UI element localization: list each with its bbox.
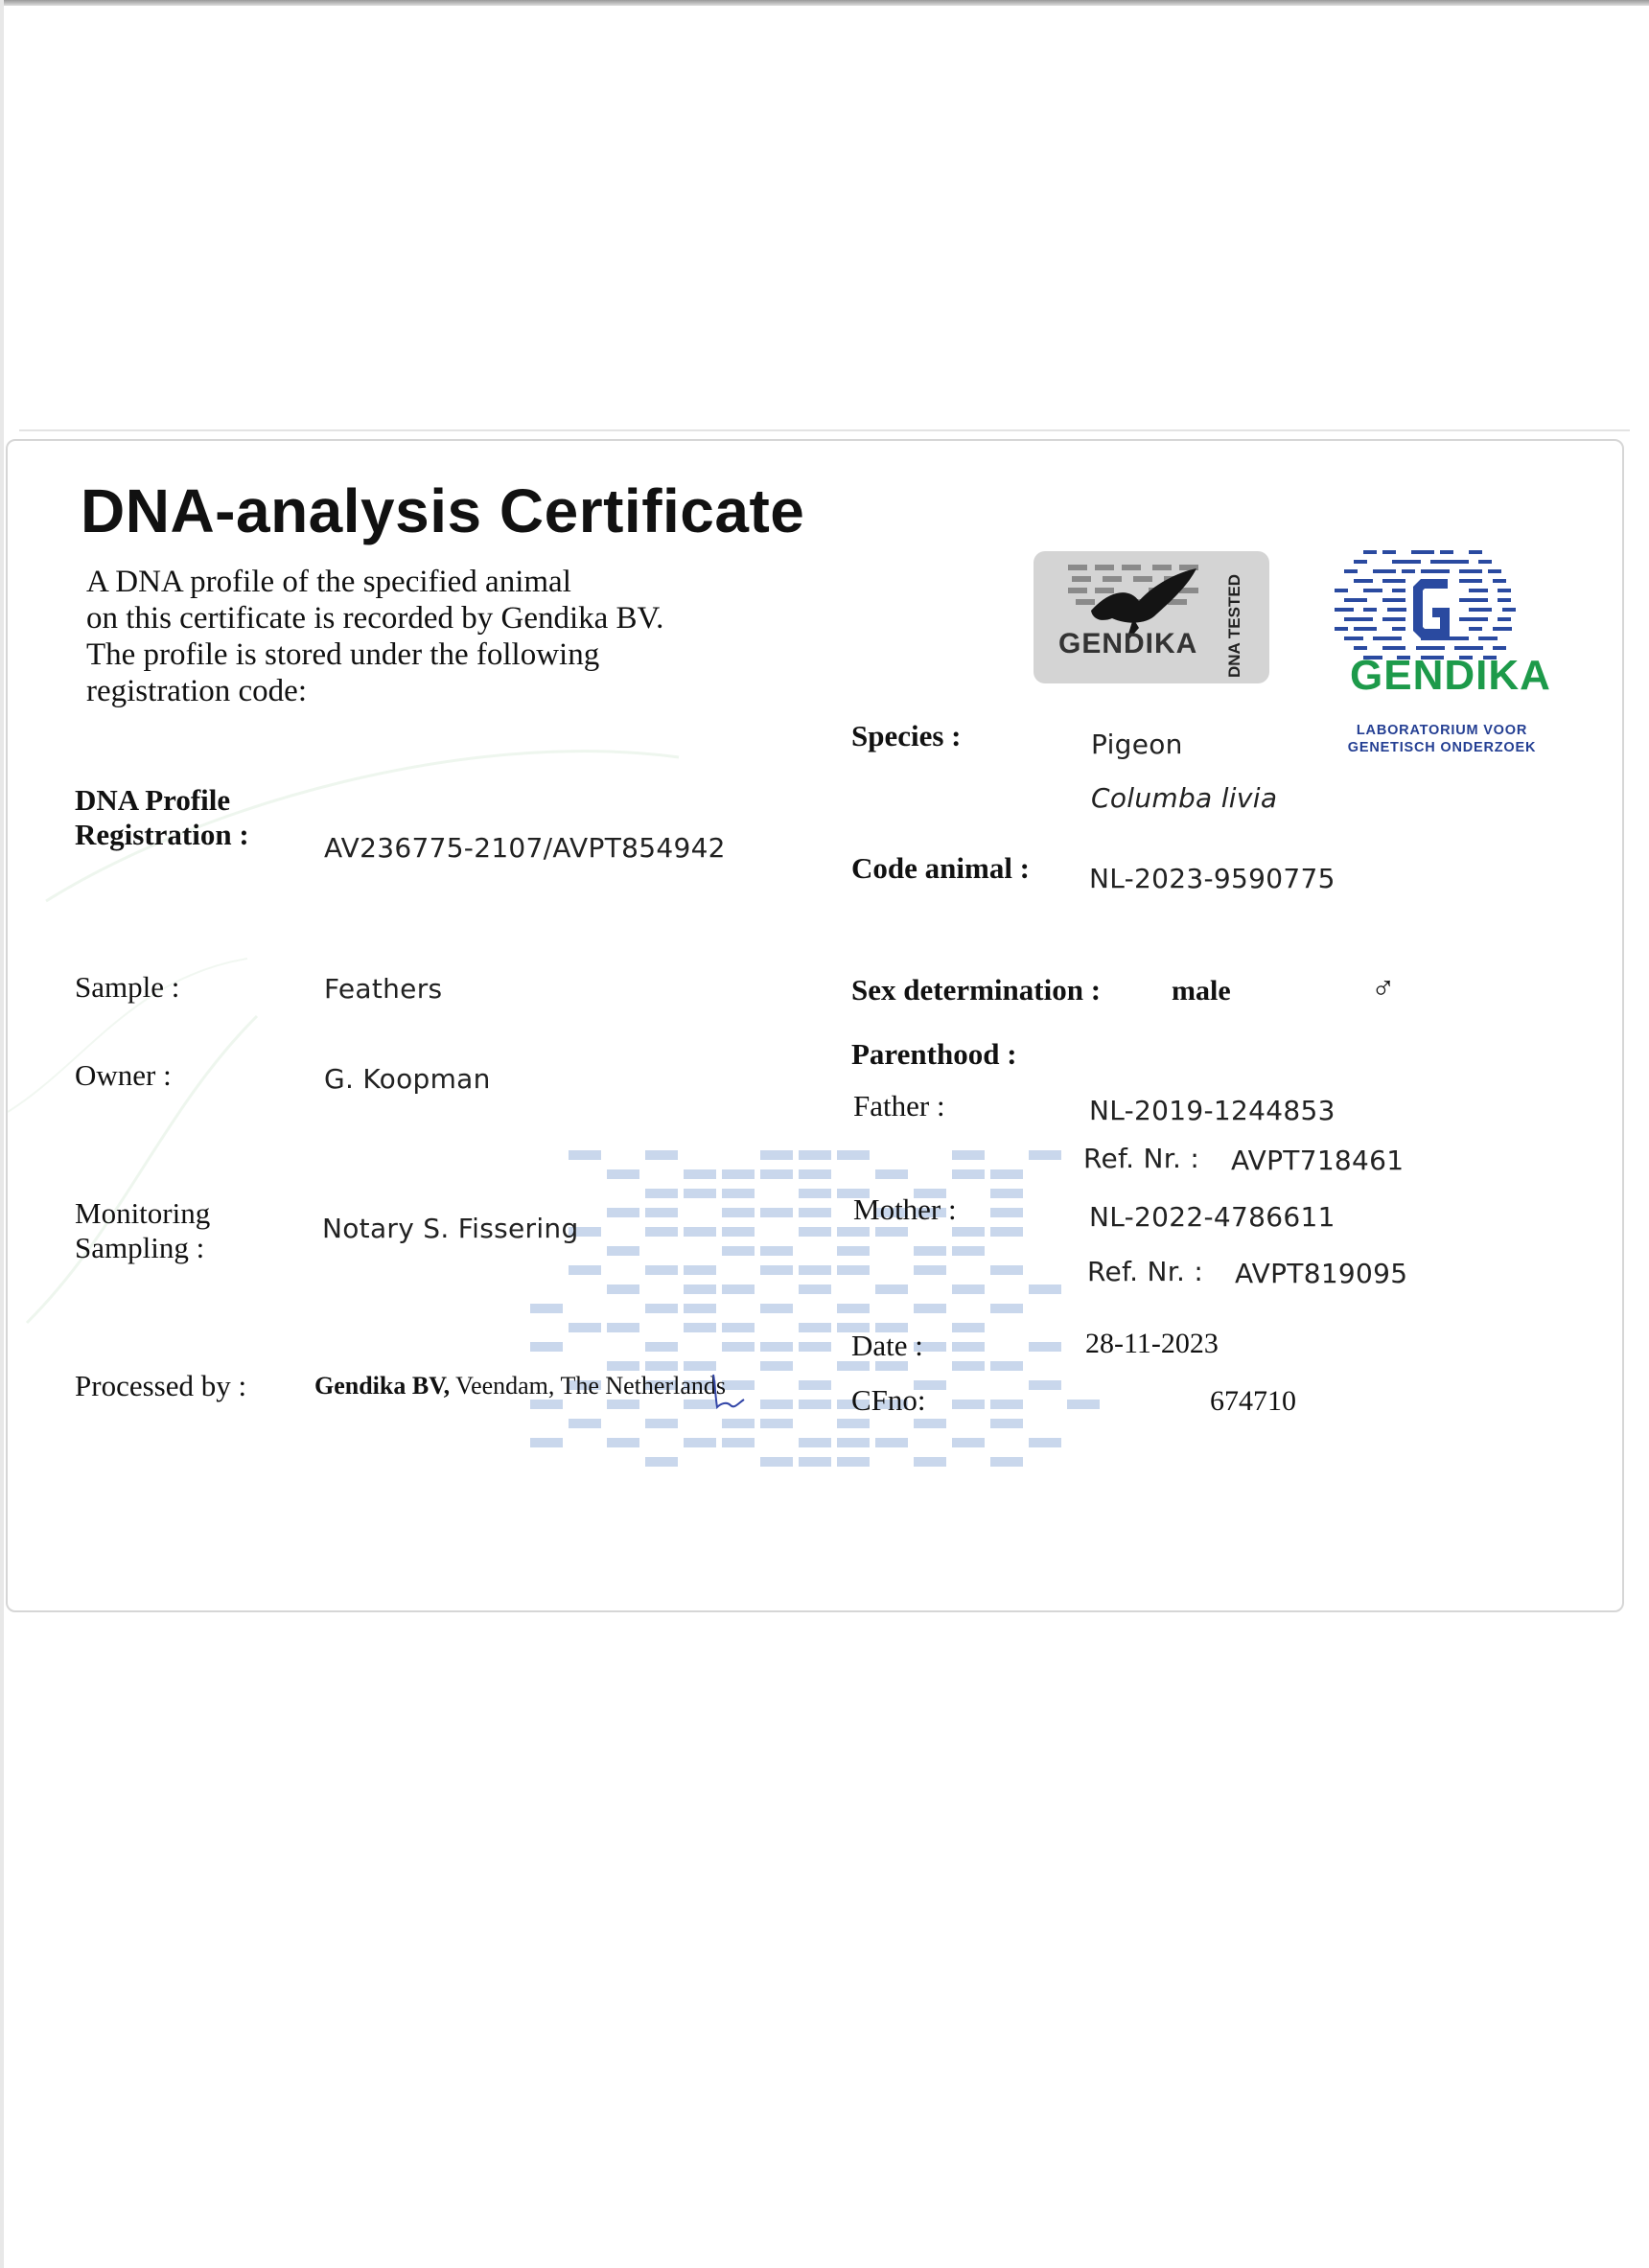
mother-value: NL-2022-4786611 xyxy=(1089,1201,1335,1233)
owner-value: G. Koopman xyxy=(324,1063,491,1095)
processed-company: Gendika BV, xyxy=(314,1372,451,1400)
gendika-logo-name: GENDIKA xyxy=(1350,652,1551,699)
monitoring-value: Notary S. Fissering xyxy=(322,1213,579,1244)
male-symbol: ♂ xyxy=(1371,971,1396,1007)
species-latin-value: Columba livia xyxy=(1091,782,1278,814)
intro-line: on this certificate is recorded by Gendika BV. xyxy=(86,601,664,636)
mother-ref-value: AVPT819095 xyxy=(1235,1258,1408,1289)
parenthood-label: Parenthood : xyxy=(851,1037,1017,1071)
gendika-logo-subtitle xyxy=(1346,722,1538,756)
cfno-label: CFno: xyxy=(851,1383,926,1417)
owner-label: Owner : xyxy=(75,1058,172,1092)
logo-subtitle-line: GENETISCH ONDERZOEK xyxy=(1347,740,1537,755)
species-common-value: Pigeon xyxy=(1091,729,1183,760)
processed-location: Veendam, The Netherlands xyxy=(455,1372,726,1400)
sex-determination-label: Sex determination : xyxy=(851,973,1102,1007)
sex-value: male xyxy=(1172,975,1231,1007)
dna-profile-value: AV236775-2107/AVPT854942 xyxy=(324,832,726,864)
intro-line: The profile is stored under the following xyxy=(86,637,600,672)
sample-label: Sample : xyxy=(75,970,180,1004)
intro-line: registration code: xyxy=(86,674,308,708)
stamp-brand: GENDIKA xyxy=(1058,628,1198,660)
processed-value xyxy=(314,1372,726,1400)
dna-profile-label xyxy=(75,783,249,852)
code-animal-label: Code animal : xyxy=(851,851,1030,885)
father-ref-value: AVPT718461 xyxy=(1231,1145,1405,1176)
stamp-side-text: DNA TESTED xyxy=(1225,574,1243,678)
scan-edge-left xyxy=(0,0,4,2268)
father-label: Father : xyxy=(853,1089,945,1122)
monitoring-label-line: Sampling : xyxy=(75,1231,205,1264)
certificate-card xyxy=(6,439,1624,1612)
sample-value: Feathers xyxy=(324,973,443,1005)
date-label: Date : xyxy=(851,1329,923,1362)
mother-label: Mother : xyxy=(853,1192,957,1226)
intro-line: A DNA profile of the specified animal xyxy=(86,565,571,599)
father-ref-label: Ref. Nr. : xyxy=(1083,1143,1200,1174)
logo-subtitle-line: LABORATORIUM VOOR xyxy=(1356,723,1528,738)
dna-profile-label-line: DNA Profile xyxy=(75,783,231,817)
certificate-title: DNA-analysis Certificate xyxy=(81,476,805,545)
date-value: 28-11-2023 xyxy=(1085,1328,1219,1359)
code-animal-value: NL-2023-9590775 xyxy=(1089,863,1335,894)
signature-mark xyxy=(709,1365,748,1413)
scan-edge-top xyxy=(0,0,1649,6)
processed-label: Processed by : xyxy=(75,1369,247,1402)
cfno-value: 674710 xyxy=(1210,1385,1296,1417)
dna-tested-stamp xyxy=(1034,551,1269,683)
card-shadow xyxy=(19,429,1630,431)
mother-ref-label: Ref. Nr. : xyxy=(1087,1256,1204,1287)
father-value: NL-2019-1244853 xyxy=(1089,1095,1335,1126)
monitoring-label xyxy=(75,1196,210,1265)
intro-text xyxy=(86,564,757,709)
species-label: Species : xyxy=(851,719,962,752)
watermark-pattern xyxy=(521,1150,1115,1515)
dna-profile-label-line: Registration : xyxy=(75,818,249,851)
monitoring-label-line: Monitoring xyxy=(75,1196,211,1230)
